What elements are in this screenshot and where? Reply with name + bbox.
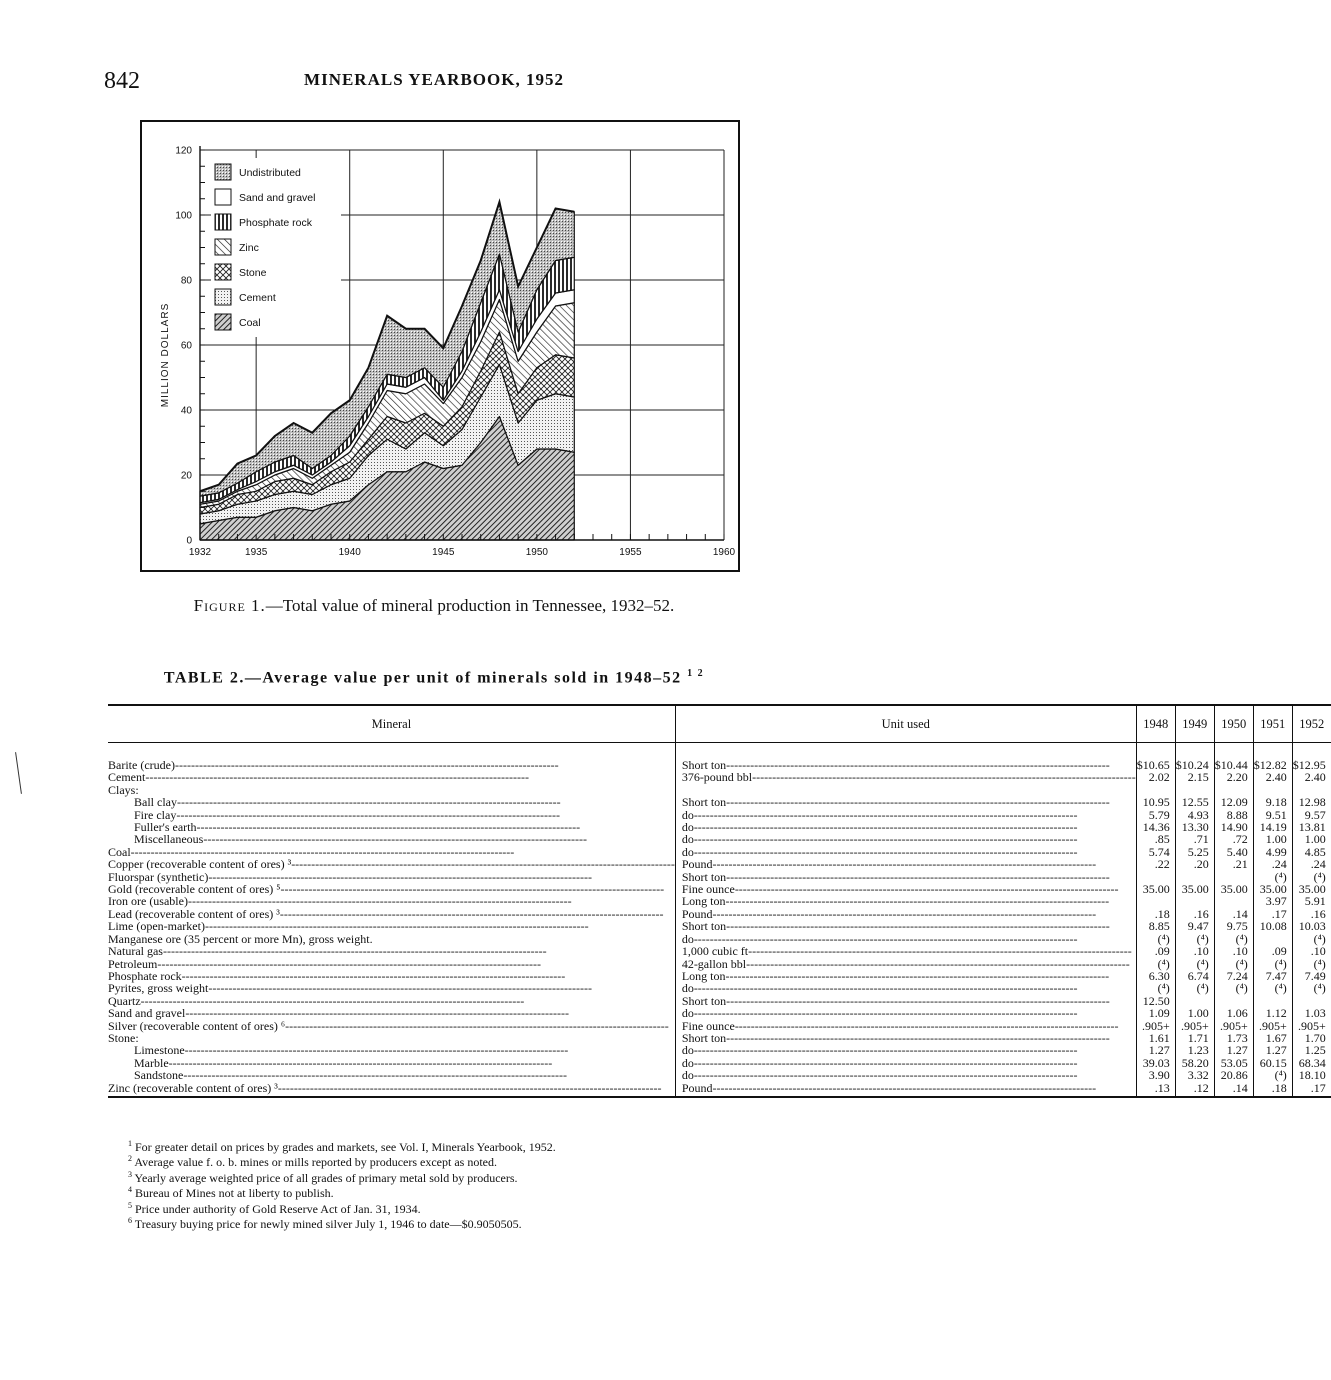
value-cell: 39.03 [1136,1057,1175,1069]
value-cell: (⁴) [1136,958,1175,970]
value-cell: .905+ [1292,1020,1331,1032]
unit-cell: do ----- [675,1069,1136,1081]
value-cell: 1.00 [1175,1007,1214,1019]
x-tick-label: 1932 [188,547,212,558]
value-cell: .09 [1253,945,1292,957]
value-cell: 1.00 [1292,833,1331,845]
legend-label: Coal [239,317,261,329]
footnote-text: For greater detail on prices by grades and markets, see Vol. I, Minerals Yearbook, 1952. [132,1140,556,1154]
value-cell: .18 [1253,1082,1292,1097]
value-cell: 1.06 [1214,1007,1253,1019]
mineral-cell: Stone: [108,1030,139,1045]
legend-swatch-sand-and-gravel [215,189,231,205]
mineral-cell: Coal ----- [108,846,675,858]
legend-label: Sand and gravel [239,192,316,204]
value-cell: 12.09 [1214,796,1253,808]
value-cell: 6.74 [1175,970,1214,982]
value-cell: 1.27 [1214,1044,1253,1056]
value-cell: 35.00 [1253,883,1292,895]
figure-frame [140,120,740,572]
value-cell [1175,895,1214,907]
unit-cell: do ----- [675,833,1136,845]
value-cell: (⁴) [1292,871,1331,883]
value-cell: (⁴) [1214,982,1253,994]
value-cell: 4.99 [1253,846,1292,858]
value-cell: 12.55 [1175,796,1214,808]
mineral-cell: Fluorspar (synthetic) ----- [108,871,675,883]
value-cell: 1.12 [1253,1007,1292,1019]
footnote-text: Price under authority of Gold Reserve Act of Jan. 31, 1934. [132,1201,421,1216]
value-cell: 9.75 [1214,920,1253,932]
area-chart [142,122,742,574]
table-title-text: TABLE 2.—Average value per unit of minerals sold in 1948–52 [163,669,682,687]
value-cell: .905+ [1175,1020,1214,1032]
value-cell: 9.47 [1175,920,1214,932]
value-cell: .12 [1175,1082,1214,1097]
legend-swatch-undistributed [215,164,231,180]
value-cell: .72 [1214,833,1253,845]
value-cell: 1.27 [1253,1044,1292,1056]
value-cell: 68.34 [1292,1057,1331,1069]
mineral-cell: Barite (crude) ----- [108,743,675,772]
column-header: 1948 [1136,705,1175,743]
footnote-mark: 3 [128,1169,132,1179]
value-cell: .20 [1175,858,1214,870]
value-cell: 10.95 [1136,796,1175,808]
mineral-cell: Silver (recoverable content of ores) ⁶ ----- [108,1020,675,1032]
value-cell: .85 [1136,833,1175,845]
mineral-cell: Sand and gravel ----- [108,1007,675,1019]
value-cell: $12.95 [1292,743,1331,772]
column-header: 1950 [1214,705,1253,743]
value-cell: (⁴) [1253,982,1292,994]
footnote-text: Average value f. o. b. mines or mills reported by producers except as noted. [132,1155,497,1170]
value-cell: 1.00 [1253,833,1292,845]
value-cell: 14.36 [1136,821,1175,833]
legend-label: Undistributed [239,167,301,179]
legend-label: Phosphate rock [239,217,312,229]
value-cell: 9.57 [1292,809,1331,821]
value-cell: .16 [1292,908,1331,920]
footnote [128,1200,556,1215]
footnote-mark: 6 [128,1216,132,1226]
footnote [128,1184,556,1199]
value-cell: $10.24 [1175,743,1214,772]
mineral-cell: Lead (recoverable content of ores) ³ ----- [108,908,675,920]
value-cell: 1.67 [1253,1032,1292,1044]
value-cell: .13 [1136,1082,1175,1097]
value-cell: (⁴) [1292,958,1331,970]
unit-cell: Long ton ----- [675,895,1136,907]
mineral-cell: Gold (recoverable content of ores) ⁵ ----- [108,883,675,895]
y-tick-label: 0 [186,535,192,547]
unit-cell: do ----- [675,1007,1136,1019]
value-cell: 14.90 [1214,821,1253,833]
footnote-mark: 1 [128,1139,132,1148]
value-cell: 20.86 [1214,1069,1253,1081]
unit-cell: do ----- [675,809,1136,821]
unit-cell: 42-gallon bbl ----- [675,958,1136,970]
unit-cell: do ----- [675,821,1136,833]
mineral-cell: Cement ----- [108,771,675,783]
value-cell: 12.98 [1292,796,1331,808]
value-cell: $10.65 [1136,743,1175,772]
unit-cell: do ----- [675,1044,1136,1056]
unit-cell: Fine ounce ----- [675,883,1136,895]
x-tick-label: 1935 [245,547,268,558]
value-cell: 9.51 [1253,809,1292,821]
y-tick-label: 120 [175,145,192,157]
unit-cell: Pound ----- [675,858,1136,870]
value-cell: (⁴) [1292,982,1331,994]
y-tick-label: 60 [180,340,192,352]
y-tick-label: 100 [175,210,192,222]
mineral-cell: Marble ----- [108,1057,675,1069]
figure-caption-label: Figure 1. [193,596,266,615]
x-tick-label: 1955 [619,547,642,558]
value-cell: .14 [1214,1082,1253,1097]
mineral-cell: Phosphate rock ----- [108,970,675,982]
value-cell: .10 [1214,945,1253,957]
footnotes [128,1138,556,1230]
mineral-cell: Pyrites, gross weight ----- [108,982,675,994]
mineral-cell: Natural gas ----- [108,945,675,957]
column-header: 1952 [1292,705,1331,743]
value-cell: 2.40 [1292,771,1331,783]
value-cell: 35.00 [1214,883,1253,895]
value-cell: 8.85 [1136,920,1175,932]
unit-cell: do ----- [675,846,1136,858]
mineral-cell: Quartz ----- [108,995,675,1007]
unit-cell: do ----- [675,982,1136,994]
mineral-cell: Fire clay ----- [108,809,675,821]
value-cell: .10 [1175,945,1214,957]
value-cell: .22 [1136,858,1175,870]
x-tick-label: 1940 [338,547,361,558]
mineral-cell: Clays: [108,782,139,797]
value-cell: 5.74 [1136,846,1175,858]
value-cell: .21 [1214,858,1253,870]
value-cell: .905+ [1214,1020,1253,1032]
table-row [108,771,1331,783]
value-cell: 35.00 [1136,883,1175,895]
value-cell: 1.09 [1136,1007,1175,1019]
footnote [128,1153,556,1168]
value-cell: 3.90 [1136,1069,1175,1081]
value-cell: 13.81 [1292,821,1331,833]
column-header: 1949 [1175,705,1214,743]
footnote-mark: 5 [128,1200,132,1210]
value-cell: 1.03 [1292,1007,1331,1019]
value-cell: .17 [1292,1082,1331,1097]
value-cell: 1.23 [1175,1044,1214,1056]
legend-label: Cement [239,292,276,304]
mineral-cell: Miscellaneous ----- [108,833,675,845]
unit-cell: Short ton ----- [675,871,1136,883]
value-cell: 35.00 [1175,883,1214,895]
value-cell [1214,895,1253,907]
table-header-row [108,705,1331,743]
mineral-cell: Manganese ore (35 percent or more Mn), gross weight. [108,931,373,946]
value-cell: 18.10 [1292,1069,1331,1081]
unit-cell: do ----- [675,1057,1136,1069]
value-cell: $10.44 [1214,743,1253,772]
value-cell: 60.15 [1253,1057,1292,1069]
unit-cell: Short ton ----- [675,743,1136,772]
column-header: 1951 [1253,705,1292,743]
table-title [0,668,868,687]
unit-cell: Fine ounce ----- [675,1020,1136,1032]
value-cell: 1.27 [1136,1044,1175,1056]
mineral-cell: Ball clay ----- [108,796,675,808]
value-cell: 4.93 [1175,809,1214,821]
value-cell: 10.08 [1253,920,1292,932]
mineral-cell: Lime (open-market) ----- [108,920,675,932]
figure-caption [0,596,868,616]
legend-swatch-stone [215,264,231,280]
mineral-cell: Sandstone ----- [108,1069,675,1081]
value-cell: .10 [1292,945,1331,957]
legend-swatch-coal [215,314,231,330]
footnote [128,1169,556,1184]
value-cell: 5.25 [1175,846,1214,858]
value-cell: .17 [1253,908,1292,920]
value-cell: 53.05 [1214,1057,1253,1069]
value-cell: 58.20 [1175,1057,1214,1069]
x-tick-label: 1960 [712,547,736,558]
table-row [108,1082,1331,1097]
value-cell: 10.03 [1292,920,1331,932]
value-cell [1136,895,1175,907]
mineral-cell: Iron ore (usable) ----- [108,895,675,907]
value-cell: 1.61 [1136,1032,1175,1044]
footnote [128,1138,556,1153]
value-cell: .905+ [1253,1020,1292,1032]
value-cell: 5.40 [1214,846,1253,858]
unit-cell: do ----- [675,933,1136,945]
footnote-mark: 4 [128,1185,132,1195]
value-cell: $12.82 [1253,743,1292,772]
value-cell: 14.19 [1253,821,1292,833]
footnote [128,1215,556,1230]
unit-cell: Pound ----- [675,1082,1136,1097]
table-title-note: 1 2 [687,668,705,679]
value-cell: (⁴) [1175,933,1214,945]
value-cell: 7.47 [1253,970,1292,982]
legend-swatch-phosphate-rock [215,214,231,230]
footnote-mark: 2 [128,1154,132,1164]
column-header: Mineral [108,705,675,743]
y-tick-label: 40 [180,405,192,417]
footnote-text: Bureau of Mines not at liberty to publish. [132,1186,334,1201]
mineral-cell: Zinc (recoverable content of ores) ³ ----- [108,1082,675,1097]
running-head: MINERALS YEARBOOK, 1952 [304,70,564,89]
value-cell: 1.70 [1292,1032,1331,1044]
value-cell: .14 [1214,908,1253,920]
value-cell: (⁴) [1175,982,1214,994]
value-cell: 4.85 [1292,846,1331,858]
value-cell: 3.97 [1253,895,1292,907]
unit-cell: Long ton ----- [675,970,1136,982]
footnote-text: Yearly average weighted price of all grades of primary metal sold by producers. [132,1170,518,1185]
mineral-cell: Limestone ----- [108,1044,675,1056]
footnote-text: Treasury buying price for newly mined silver July 1, 1946 to date—$0.9050505. [132,1217,522,1232]
value-cell: 35.00 [1292,883,1331,895]
value-cell: .24 [1253,858,1292,870]
unit-cell: Pound ----- [675,908,1136,920]
unit-cell: 1,000 cubic ft ----- [675,945,1136,957]
value-cell: (⁴) [1175,958,1214,970]
value-cell: 2.20 [1214,771,1253,783]
value-cell: 5.91 [1292,895,1331,907]
value-cell: 1.71 [1175,1032,1214,1044]
legend-swatch-cement [215,289,231,305]
table-row [108,743,1331,772]
unit-cell: 376-pound bbl ----- [675,771,1136,783]
legend-swatch-zinc [215,239,231,255]
value-cell: (⁴) [1253,958,1292,970]
unit-cell: Short ton ----- [675,920,1136,932]
x-tick-label: 1945 [432,547,455,558]
value-cell: 2.40 [1253,771,1292,783]
value-cell: .71 [1175,833,1214,845]
value-cell: 3.32 [1175,1069,1214,1081]
figure-caption-text: —Total value of mineral production in Tennessee, 1932–52. [265,596,675,615]
value-cell: 12.50 [1136,995,1175,1007]
y-tick-label: 20 [180,470,192,482]
value-cell: .905+ [1136,1020,1175,1032]
value-cell: 1.25 [1292,1044,1331,1056]
x-tick-label: 1950 [525,547,548,558]
column-header: Unit used [675,705,1136,743]
mineral-cell: Fuller's earth ----- [108,821,675,833]
value-cell: 7.24 [1214,970,1253,982]
value-cell: 2.15 [1175,771,1214,783]
value-cell: 13.30 [1175,821,1214,833]
value-cell: .16 [1175,908,1214,920]
value-cell: 8.88 [1214,809,1253,821]
value-cell: .18 [1136,908,1175,920]
page-number: 842 [104,68,140,94]
chart-legend [211,158,341,337]
mineral-cell: Copper (recoverable content of ores) ³ ----- [108,858,675,870]
mineral-cell: Petroleum ----- [108,958,675,970]
value-cell: 1.73 [1214,1032,1253,1044]
margin-mark [15,752,22,794]
unit-cell: Short ton ----- [675,1032,1136,1044]
value-cell: (⁴) [1214,933,1253,945]
unit-cell: Short ton ----- [675,995,1136,1007]
value-cell: (⁴) [1253,871,1292,883]
y-axis-label: MILLION DOLLARS [160,302,171,408]
mineral-value-table [108,704,1331,1098]
y-tick-label: 80 [180,275,192,287]
unit-cell: Short ton ----- [675,796,1136,808]
value-cell: .09 [1136,945,1175,957]
legend-label: Zinc [239,242,259,254]
value-cell: (⁴) [1214,958,1253,970]
value-cell: (⁴) [1136,982,1175,994]
legend-label: Stone [239,267,267,279]
value-cell: 6.30 [1136,970,1175,982]
value-cell: 7.49 [1292,970,1331,982]
value-cell: .24 [1292,858,1331,870]
value-cell: 5.79 [1136,809,1175,821]
value-cell: (⁴) [1136,933,1175,945]
value-cell: (⁴) [1253,1069,1292,1081]
value-cell: (⁴) [1292,933,1331,945]
value-cell: 2.02 [1136,771,1175,783]
value-cell: 9.18 [1253,796,1292,808]
